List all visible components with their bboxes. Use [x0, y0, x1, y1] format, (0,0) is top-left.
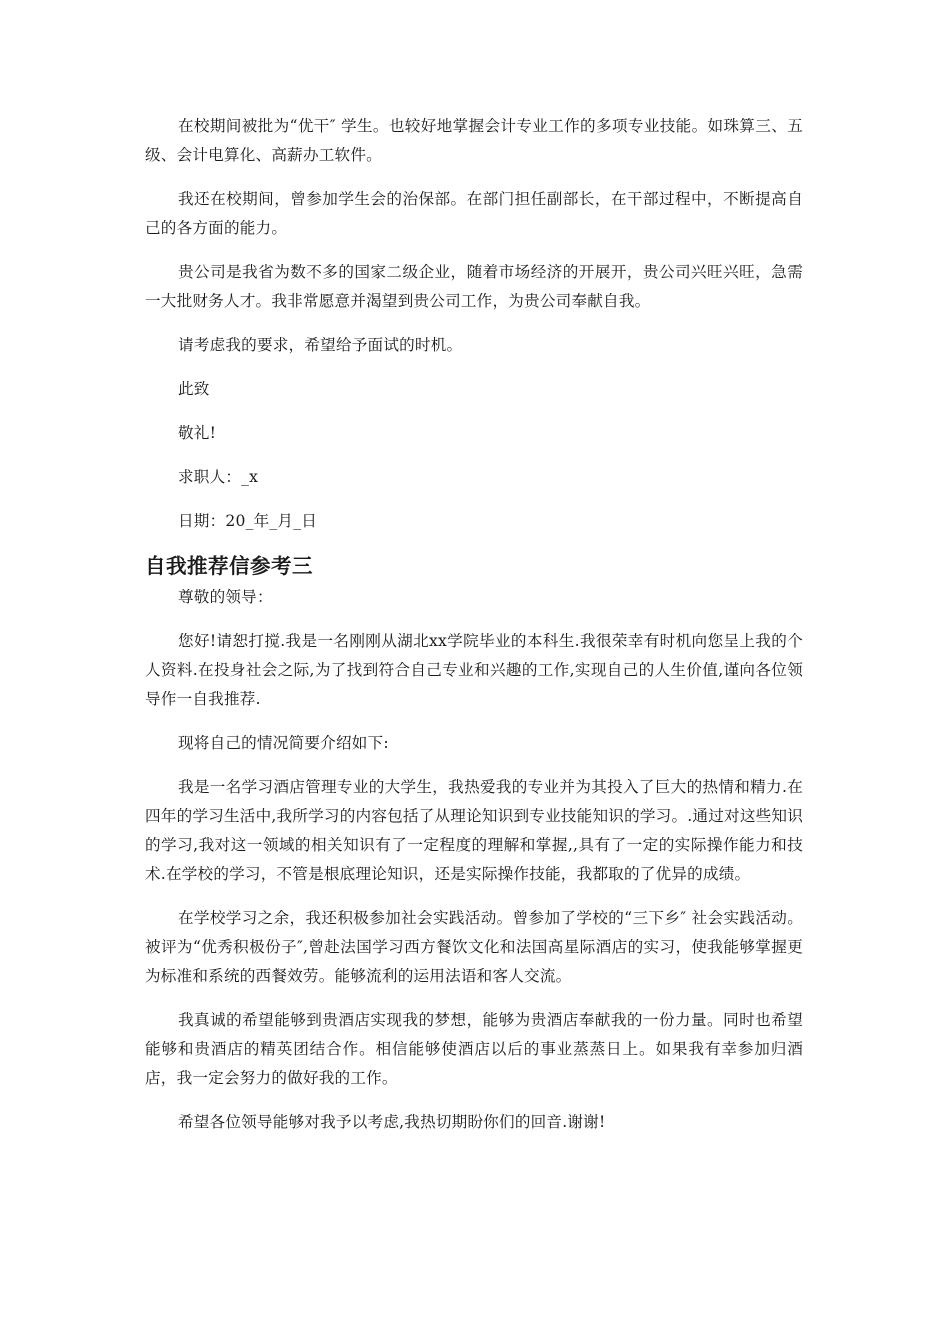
- document-page: [145, 112, 803, 1152]
- paragraph-summary-lead: 现将自己的情况简要介绍如下:: [178, 734, 389, 752]
- closing-respect: 敬礼!: [178, 424, 217, 442]
- paragraph-studies: 我是一名学习酒店管理专业的大学生，我热爱我的专业并为其投入了巨大的热情和精力.在四年的学习生活中,我所学习的内容包括了从理论知识到专业技能知识的学习。.通过对这些知识的学习,我对这一领域的相关知识有了一定程度的理解和掌握,,具有了一定的实际操作能力和技术.在学校的学习，不管是根底理论知识，还是实际操作技能，我都取的了优异的成绩。: [145, 778, 803, 883]
- date-line: 日期：20_年_月_日: [178, 512, 317, 530]
- paragraph-honors: 在校期间被批为“优干″ 学生。也较好地掌握会计专业工作的多项专业技能。如珠算三、五级、会计电算化、高薪办工软件。: [145, 117, 803, 164]
- paragraph-social-practice: 在学校学习之余，我还积极参加社会实践活动。曾参加了学校的“三下乡″ 社会实践活动。被评为“优秀积极份子″,曾赴法国学习西方餐饮文化和法国高星际酒店的实习，使我能够掌握更为标准和系统的西餐效劳。能够流利的运用法语和客人交流。: [145, 909, 803, 985]
- paragraph-hope: 我真诚的希望能够到贵酒店实现我的梦想，能够为贵酒店奉献我的一份力量。同时也希望能够和贵酒店的精英团结合作。相信能够使酒店以后的事业蒸蒸日上。如果我有幸参加归酒店，我一定会努力的做好我的工作。: [145, 1011, 803, 1087]
- paragraph-introduction: 您好!请恕打搅.我是一名刚刚从湖北xx学院毕业的本科生.我很荣幸有时机向您呈上我的个人资料.在投身社会之际,为了找到符合自己专业和兴趣的工作,实现自己的人生价值,谨向各位领导作一自我推荐.: [145, 632, 803, 708]
- applicant-line: 求职人：_x: [178, 468, 259, 486]
- paragraph-interview-request: 请考虑我的要求，希望给予面试的时机。: [178, 336, 463, 354]
- paragraph-thanks: 希望各位领导能够对我予以考虑,我热切期盼你们的回音.谢谢!: [178, 1113, 606, 1131]
- paragraph-student-union: 我还在校期间，曾参加学生会的治保部。在部门担任副部长，在干部过程中，不断提高自己的各方面的能力。: [145, 190, 803, 237]
- closing-salutation: 此致: [178, 380, 210, 398]
- paragraph-company-interest: 贵公司是我省为数不多的国家二级企业，随着市场经济的开展开，贵公司兴旺兴旺，急需一大批财务人才。我非常愿意并渴望到贵公司工作，为贵公司奉献自我。: [145, 263, 803, 310]
- letter-greeting: 尊敬的领导：: [178, 588, 273, 606]
- section-heading: 自我推荐信参考三: [145, 554, 313, 578]
